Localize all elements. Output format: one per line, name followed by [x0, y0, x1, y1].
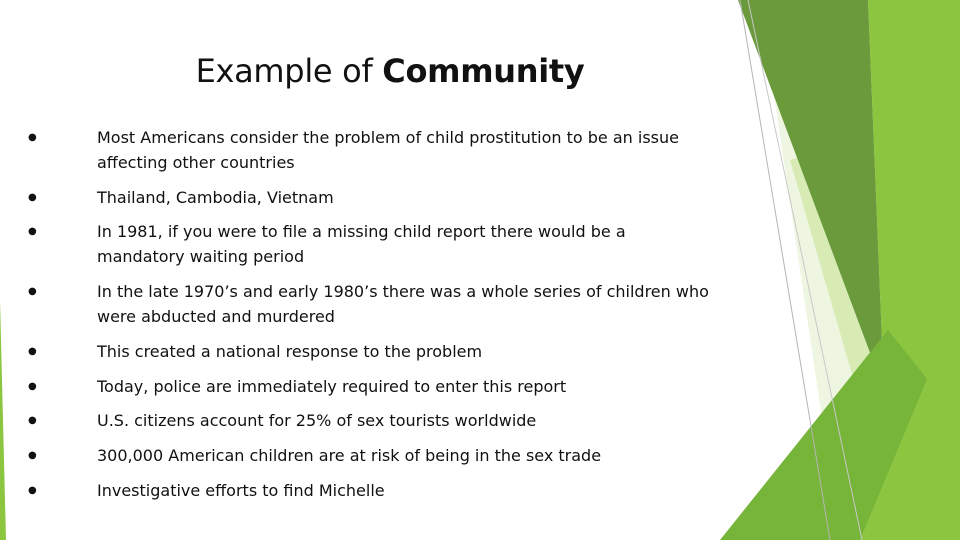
- bullet-item: [28, 374, 728, 399]
- bullet-dot-icon: ●: [28, 485, 37, 496]
- bullet-dot-icon: ●: [28, 450, 37, 461]
- bullet-text: In 1981, if you were to file a missing child report there would be a mandatory waiting period: [97, 222, 626, 266]
- bullet-text: 300,000 American children are at risk of being in the sex trade: [97, 446, 602, 465]
- bullet-item: [28, 408, 728, 433]
- bullet-item: [28, 125, 728, 175]
- bullet-dot-icon: ●: [28, 226, 37, 237]
- title-emphasis: Community: [382, 52, 585, 90]
- bullet-dot-icon: ●: [28, 286, 37, 297]
- bullet-dot-icon: ●: [28, 346, 37, 357]
- bullet-text: Most Americans consider the problem of child prostitution to be an issue affecting other countries: [97, 128, 679, 172]
- slide-title: [0, 52, 780, 90]
- bullet-text: Investigative efforts to find Michelle: [97, 481, 385, 500]
- bullet-dot-icon: ●: [28, 192, 37, 203]
- bullet-text: In the late 1970’s and early 1980’s there was a whole series of children who were abducted and murdered: [97, 282, 709, 326]
- bullet-dot-icon: ●: [28, 381, 37, 392]
- bullet-text: U.S. citizens account for 25% of sex tourists worldwide: [97, 411, 537, 430]
- bullet-text: Thailand, Cambodia, Vietnam: [97, 188, 334, 207]
- bullet-item: [28, 339, 728, 364]
- bullet-text: Today, police are immediately required to enter this report: [97, 377, 567, 396]
- bullet-item: [28, 443, 728, 468]
- title-prefix: Example of: [195, 52, 383, 90]
- left-green-sliver: [0, 300, 6, 540]
- bullet-item: [28, 478, 728, 503]
- bullet-item: [28, 219, 728, 269]
- bullet-item: [28, 185, 728, 210]
- bullet-text: This created a national response to the problem: [97, 342, 483, 361]
- bullet-dot-icon: ●: [28, 415, 37, 426]
- bullet-dot-icon: ●: [28, 132, 37, 143]
- bullet-item: [28, 279, 728, 329]
